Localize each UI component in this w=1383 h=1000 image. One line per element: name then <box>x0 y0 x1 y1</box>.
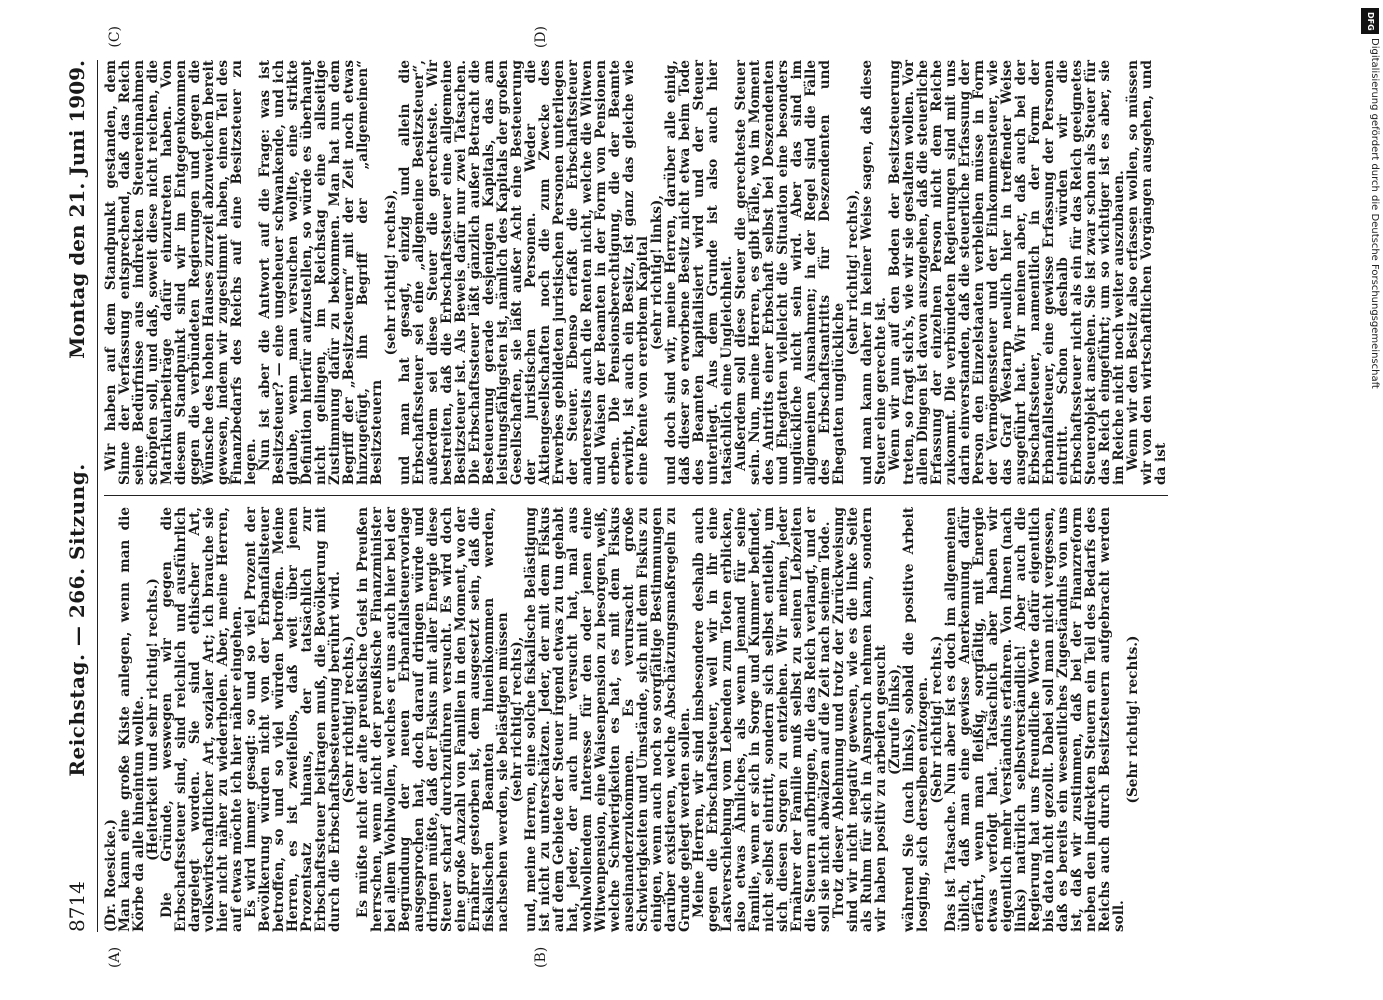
paragraph: während Sie (nach links), sobald die positive Arbeit losging, sich derselben entzogen. <box>901 507 931 932</box>
interjection: (sehr richtig! rechts), <box>383 189 399 356</box>
paragraph: und man kann daher in keiner Weise sagen, daß diese Steuer eine gerechte ist. <box>859 60 889 485</box>
margin-marker-a: (A) <box>107 946 123 968</box>
text-columns <box>103 26 1169 968</box>
interjection: (Sehr richtig! rechts.) <box>1125 635 1141 804</box>
paragraph: Die Gründe, weswegen wir gegen die Erbschaftssteuer sind, sind reichlich und ausführlich dargelegt worden. Sie sind ethischer Art, volkswirtschaftlicher Art, sozialer Art; ich brauche sie hier nicht näher zu wiederholen. Aber, meine Herren, auf etwas möchte ich hier näher eingehen. <box>159 507 245 932</box>
rotated-page <box>45 20 1335 980</box>
margin-marker-b: (B) <box>533 946 549 968</box>
right-column <box>103 26 1169 485</box>
margin-marker-d: (D) <box>533 26 549 49</box>
paragraph: und, meine Herren, eine solche fiskalische Belästigung ist nicht zu unterschätzen. Jeder, der mit dem Fiskus auf dem Gebiete der Steuer irgend etwas zu tun gehabt hat, jeder, der auch nur versucht hat, mal aus wohlwollendem Interesse für den oder jenen eine Witwenpension, eine Waisenpension zu besorgen, weiß, welche Schwierigkeiten es hat, es mit dem Fiskus auseinanderzukommen. Es verursacht große Schwierigkeiten und Umstände, sich mit dem Fiskus zu einigen, wenn auch noch so sorgfältige Bestimmungen darüber existieren, welche Abschätzungsmaßregeln zu Grunde gelegt werden sollen. <box>523 507 693 932</box>
interjection: (sehr richtig! links), <box>649 194 665 351</box>
paragraph: Wir haben auf dem Standpunkt gestanden, dem Sinne der Verfassung entsprechend, daß das Reich seine Bedürfnisse aus indirekten Steuereinnahmen schöpfen soll, und daß, soweit diese nicht reichen, die Matrikularbeiträge dafür einzutreten haben. Von diesem Standpunkt sind wir im Entgegenkommen gegen die verbündeten Regierungen und gegen die Wünsche des hohen Hauses zurzeit abzuweichen bereit gewesen, indem wir zugestimmt haben, einen Teil des Finanzbedarfs des Reichs auf eine Besitzsteuer zu legen. <box>103 60 259 485</box>
paragraph: Wenn wir nun auf den Boden der Besitzsteuerung treten, so fragt sich's, wie wir sie gestalten wollen. Vor allen Dingen ist davon auszugehen, daß die steuerliche Erfassung der einzelnen Person nicht dem Reiche zukommt. Die verbündeten Regierungen sind mit uns darin einverstanden, daß die steuerliche Erfassung der Person den Einzelstaaten verbleiben müsse in Form der Vermögenssteuer und der Einkommensteuer, wie das Graf Westarp neulich hier in treffender Weise ausgeführt hat. Wir meinen aber, daß auch bei der Erbschaftssteuer, namentlich in der Form der Erbanfallsteuer, eine gewisse Erfassung der Personen eintritt. Schon deshalb würden wir die Erbschaftssteuer nicht als ein für das Reich geeignetes Steuerobjekt ansehen. Sie ist zwar schon als Steuer für das Reich eingeführt; um so wichtiger ist es aber, sie im Reiche nicht noch weiter auszubauen. <box>887 60 1127 485</box>
page-header <box>65 60 98 932</box>
interjection: (Sehr richtig! rechts.) <box>929 635 945 804</box>
dfg-logo: DFG <box>1361 8 1379 34</box>
interjection: (sehr richtig! rechts), <box>509 636 525 803</box>
paragraph: Trotz dieser Ablehnung und trotz der Zurückweisung sind wir nicht negativ gewesen, wie es die linke Seite als Ruhm für sich in Anspruch nehmen kann, sondern wir haben positiv zu arbeiten gesucht <box>831 507 889 932</box>
paragraph: und doch sind wir, meine Herren, darüber alle einig, daß dieser so erworbene Besitz nicht etwa beim Tode des Beamten kapitalisiert wird und der Steuer unterliegt. Aus dem Grunde ist also auch hier tatsächlich eine Ungleichheit. <box>663 60 735 485</box>
page-number: 8714 <box>65 881 89 932</box>
paragraph: Meine Herren, wir sind insbesondere deshalb auch gegen die Erbschaftssteuer, weil wir in ihr eine Lastverschiebung vom Lebenden zum Toten erblicken, also etwas Ähnliches, als wenn jemand für seine Familie, wenn er sich in Sorge und Kummer befindet, nicht selbst eintritt, sondern sich selbst entleibt, um sich diesen Sorgen zu entziehen. Wir meinen, jeder Ernährer der Familie muß selbst zu seinen Lebzeiten die Steuern aufbringen, die das Reich verlangt, und er soll sie nicht abwälzen auf die Zeit nach seinem Tode. <box>691 507 833 932</box>
interjection: (Heiterkeit und sehr richtig! rechts.) <box>145 578 161 861</box>
paragraph: Nun ist aber die Antwort auf die Frage: was ist Besitzsteuer? — eine ungeheuer schwankende, und ich glaube, wenn man versuchen wollte, eine strikte Definition hierfür aufzustellen, so würde es überhaupt nicht gelingen, im Reichstag eine allseitige Zustimmung dafür zu bekommen. Man hat nun dem Begriff der „Besitzsteuern“ mit der Zeit noch etwas hinzugefügt, ihn Begriff der „allgemeinen“ Besitzsteuern <box>257 60 385 485</box>
interjection: (Zurufe links), <box>887 664 903 775</box>
left-column <box>103 507 1168 968</box>
paragraph: Außerdem soll diese Steuer die gerechteste Steuer sein. Nun, meine Herren, es gibt Fälle, wo im Moment des Antritts einer Erbschaft selbst bei Deszendenten und Ehegatten vielleicht die Situation eine besonders unglückliche nicht sein wird. Aber das sind im allgemeinen Ausnahmen; in der Regel sind die Fälle des Erbschaftsantritts für Deszendenten und Ehegatten unglückliche <box>733 60 847 485</box>
digitization-credit: Digitalisierung gefördert durch die Deutsche Forschungsgemeinschaft <box>1369 38 1380 389</box>
paragraph: (Dr. Roesicke.) <box>103 819 119 932</box>
paragraph: Das ist Tatsache. Nun aber ist es doch im allgemeinen üblich, daß man eine gewisse Anerkennung dafür erfährt, wenn man fleißig, sorgfältig, mit Energie etwas verfolgt hat. Tatsächlich aber haben wir eigentlich mehr Verständnis erfahren. Von Ihnen (nach links) natürlich selbstverständlich! Aber auch die Regierung hat uns freundliche Worte dafür eigentlich bis dato nicht gezollt. Dabei soll man nicht vergessen, daß es bereits ein wesentliches Zugeständnis von uns ist, daß wir zustimmen, daß bei der Finanzreform neben den indirekten Steuern ein Teil des Bedarfs des Reichs auch durch Besitzsteuern aufgebracht werden soll. <box>943 507 1127 932</box>
paragraph: Es wird immer gesagt: so und so viel Prozent der Bevölkerung würden nicht von der Erbanfallsteuer betroffen, so und so viel würden betroffen. Meine Herren, es ist zweifellos, daß weit über jenen Prozentsatz hinaus, der tatsächlich zur Erbschaftssteuer beitragen muß, die Bevölkerung mit durch die Erbschaftsbesteuerung berührt wird. <box>243 507 343 932</box>
header-date: Montag den 21. Juni 1909. <box>65 60 89 359</box>
paragraph: Wenn wir den Besitz also erfassen wollen, so müssen wir von den wirtschaftlichen Vorgängen ausgehen, und da ist <box>1125 60 1169 485</box>
interjection: (Sehr richtig! rechts.) <box>341 635 357 804</box>
column-divider <box>104 495 1168 496</box>
margin-marker-c: (C) <box>107 26 123 48</box>
paragraph: Man kann eine große Kiste anlegen, wenn man die Körbe da alle hineintun wollte. <box>117 507 147 932</box>
paragraph: Es müßte nicht der alte preußische Geist in Preußen herrschen, wenn nicht der preußische Finanzminister bei allem Wohlwollen, welches er uns auch hier bei der Begründung der neuen Erbanfallsteuervorlage ausgesprochen hat, doch darauf dringen würde und dringen müßte, daß der Fiskus mit aller Energie diese Steuer scharf durchzuführen versucht. Es wird doch eine große Anzahl von Familien in den Moment, wo der Ernährer gestorben ist, dem ausgesetzt sein, daß die fiskalischen Beamten hineinkommen werden, nachsehen werden, sie belästigen müssen <box>355 507 511 932</box>
interjection: (sehr richtig! rechts), <box>845 189 861 356</box>
paragraph: und man hat gesagt, einzig und allein die Erbschaftssteuer sei eine „allgemeine Besitzsteuer“, außerdem sei diese Steuer die gerechteste. Wir bestreiten, daß die Erbschaftssteuer eine allgemeine Besitzsteuer ist. Als Beweis dafür nur zwei Tatsachen. Die Erbschaftssteuer läßt gänzlich außer Betracht die Besteuerung gerade desjenigen Kapitals, das am leistungsfähigsten ist, nämlich des Kapitals der großen Gesellschaften, sie läßt außer Acht eine Besteuerung der juristischen Personen. Weder die Aktiengesellschaften noch die zum Zwecke des Erwerbes gebildeten juristischen Personen unterliegen der Steuer. Ebenso erfaßt die Erbschaftssteuer andererseits auch die Renten nicht, welche die Witwen und Waisen der Beamten in der Form von Pensionen erben. Die Pensionsberechtigung, die der Beamte erwirbt, ist auch ein Besitz, ist ganz das gleiche wie eine Rente von ererbtem Kapital <box>397 60 651 485</box>
header-session: Reichstag. — 266. Sitzung. <box>65 463 89 777</box>
